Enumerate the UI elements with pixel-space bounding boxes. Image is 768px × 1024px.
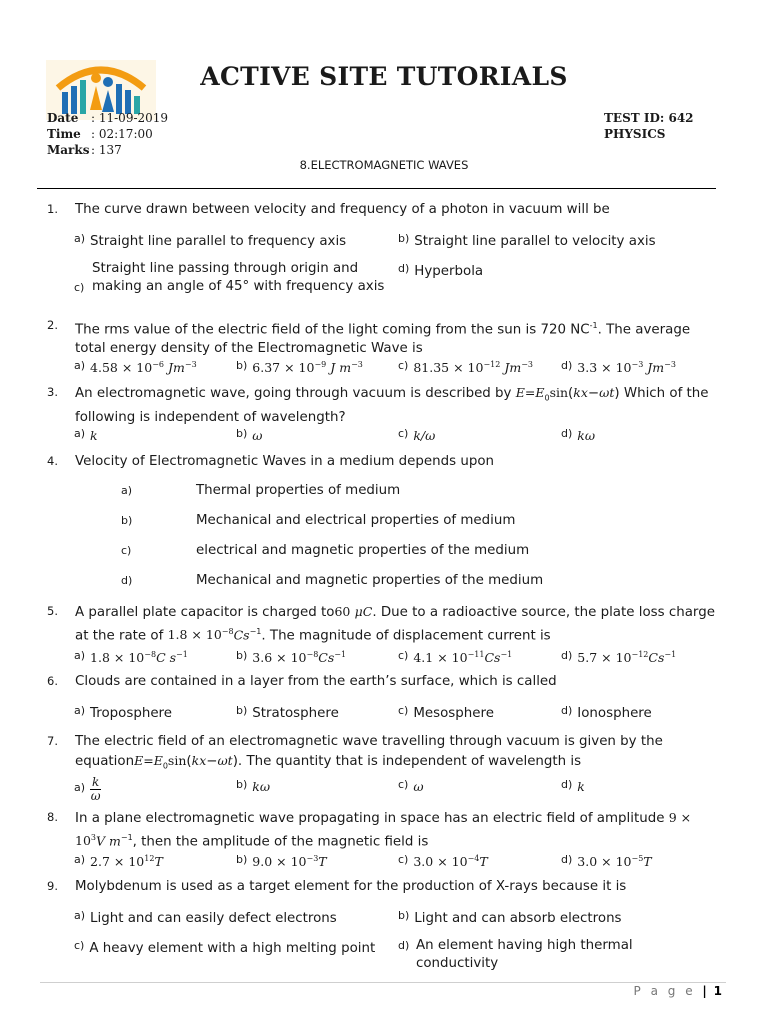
page-word: P a g e [633,984,696,998]
question-number: 4. [47,454,58,468]
option-2c: $^{c)}$ $81.35 \times 10^{-12}$ $Jm^{-3}$ [398,359,534,376]
option-5a: $^{a)}$ $1.8 \times 10^{-8}C$ $s^{-1}$ [74,649,188,666]
option-3a: $^{a)}$ k [74,427,98,443]
time-label: Time [47,127,81,141]
option-4a: Thermal properties of medium [196,483,401,498]
option-2b: $^{b)}$ $6.37 \times 10^{-9}$ J $m^{-3}$ [236,359,363,376]
option-7c: $^{c)}$ ω [398,778,424,794]
option-8c: $^{c)}$ $3.0 \times 10^{-4}T$ [398,853,488,870]
option-3c: $^{c)}$ k/ω [398,427,436,443]
option-7b: $^{b)}$ kω [236,778,271,794]
question-text: The curve drawn between velocity and frequency of a photon in vacuum will be [75,202,610,217]
page-separator: | [702,984,707,998]
test-info [604,110,694,142]
option-1b: $^{b)}$ Straight line parallel to velocity axis [398,232,656,249]
question-text: The electric field of an electromagnetic wave travelling through vacuum is given by the $equationE=E_0\sin(kx-\omega t)$. The quantity that is independent of wavelength is [75,734,663,771]
option-1c-label: c) [74,281,85,294]
option-4d: Mechanical and magnetic properties of the medium [196,573,544,588]
option-4c: electrical and magnetic properties of the medium [196,543,530,558]
option-8b: $^{b)}$ $9.0 \times 10^{-3}T$ [236,853,327,870]
page-title: ACTIVE SITE TUTORIALS [200,62,568,91]
option-8d: $^{d)}$ $3.0 \times 10^{-5}T$ [561,853,652,870]
question-text: An electromagnetic wave, going through vacuum is described by $E=E_0\sin(kx-\omega t)$ Which of the following is independent of wavelength? [75,385,709,425]
date-value: : 11-09-2019 [91,111,169,125]
option-9c: $^{c)}$ A heavy element with a high melting point [74,939,376,956]
option-5c: $^{c)}$ $4.1 \times 10^{-11}Cs^{-1}$ [398,649,513,666]
option-6a: $^{a)}$ Troposphere [74,704,173,721]
page-footer [634,984,722,998]
question-number: 6. [47,674,58,688]
option-4b: Mechanical and electrical properties of medium [196,513,516,528]
option-9d: An element having high thermal conductivity [416,938,633,971]
question-number: 1. [47,202,58,216]
option-2d: $^{d)}$ $3.3 \times 10^{-3}$ $Jm^{-3}$ [561,359,676,376]
option-3d: $^{d)}$ kω [561,427,596,443]
footer-divider [40,982,726,983]
question-text: A parallel plate capacitor is charged to60 μC. Due to a radioactive source, the plate loss charge at the rate of $1.8 \times 10^{-8}Cs^{-1}$. The magnitude of displacement current is [75,604,715,644]
time-value: : 02:17:00 [91,127,153,141]
option-4d-label: d) [121,574,133,587]
date-label: Date [47,111,79,125]
option-9b: $^{b)}$ Light and can absorb electrons [398,909,622,926]
header-divider [37,188,716,189]
option-2a: $^{a)}$ $4.58 \times 10^{-6}$ $Jm^{-3}$ [74,359,197,376]
subject: PHYSICS [604,127,666,141]
option-1a: $^{a)}$ Straight line parallel to frequency axis [74,232,347,249]
option-4b-label: b) [121,514,133,527]
option-9d-label: d) [398,939,410,952]
chapter-heading: 8.ELECTROMAGNETIC WAVES [299,158,469,172]
marks-value: : 137 [91,143,122,157]
question-number: 3. [47,385,58,399]
marks-label: Marks [47,143,90,157]
question-text: Velocity of Electromagnetic Waves in a medium depends upon [75,454,495,469]
option-6d: $^{d)}$ Ionosphere [561,704,652,721]
option-6b: $^{b)}$ Stratosphere [236,704,339,721]
option-9a: $^{a)}$ Light and can easily defect electrons [74,909,337,926]
fraction-k-over-omega: $\frac{k}{\omega}$ [90,775,101,803]
option-7a: $^{a)}$ $\frac{k}{\omega}$ [74,775,101,803]
option-3b: $^{b)}$ ω [236,427,263,443]
option-5b: $^{b)}$ $3.6 \times 10^{-8}Cs^{-1}$ [236,649,347,666]
question-text: The rms value of the electric field of the light coming from the sun is 720 $NC^{-1}$. The average total energy density of the Electromagnetic Wave is [75,321,691,357]
page-number: 1 [713,984,722,998]
question-number: 9. [47,879,58,893]
option-8a: $^{a)}$ $2.7 \times 10^{12}T$ [74,853,163,870]
question-number: 5. [47,604,58,618]
question-text: In a plane electromagnetic wave propagating in space has an electric field of amplitude $9 \times 10^3V$ $m^{-1}$, then the amplitude of the magnetic field is [75,810,692,850]
question-number: 8. [47,810,58,824]
option-4c-label: c) [121,544,132,557]
question-number: 2. [47,318,58,332]
question-text: Molybdenum is used as a target element for the production of X-rays because it is [75,879,627,894]
test-id: TEST ID: 642 [604,111,694,125]
option-1d: $^{d)}$ Hyperbola [398,262,484,279]
question-text: Clouds are contained in a layer from the earth’s surface, which is called [75,674,557,689]
question-number: 7. [47,734,58,748]
option-5d: $^{d)}$ $5.7 \times 10^{-12}Cs^{-1}$ [561,649,677,666]
option-7d: $^{d)}$ k [561,778,585,794]
option-4a-label: a) [121,484,133,497]
option-6c: $^{c)}$ Mesosphere [398,704,494,721]
test-meta [47,110,168,158]
option-1c: Straight line passing through origin and making an angle of 45° with frequency axis [92,261,385,294]
